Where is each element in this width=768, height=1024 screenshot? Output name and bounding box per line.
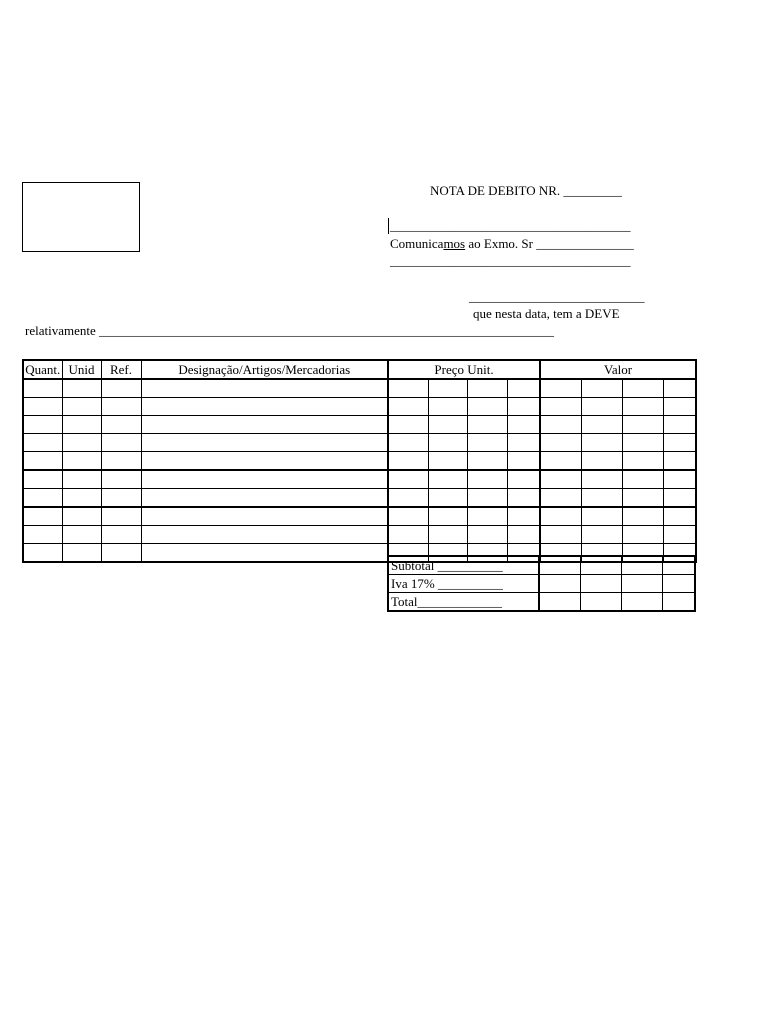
iva-label: Iva 17% __________ xyxy=(388,575,539,593)
table-cell[interactable] xyxy=(23,507,62,526)
table-cell[interactable] xyxy=(622,470,663,489)
table-cell[interactable] xyxy=(663,507,696,526)
table-cell[interactable] xyxy=(428,434,467,452)
table-cell[interactable] xyxy=(428,398,467,416)
table-cell[interactable] xyxy=(23,470,62,489)
table-cell[interactable] xyxy=(507,470,540,489)
table-cell[interactable] xyxy=(507,452,540,471)
recipient-prefix: Comunica xyxy=(390,236,444,251)
table-cell[interactable] xyxy=(467,452,507,471)
table-cell[interactable] xyxy=(581,526,622,544)
table-cell[interactable] xyxy=(388,398,428,416)
table-cell[interactable] xyxy=(467,489,507,508)
table-cell[interactable] xyxy=(388,470,428,489)
table-cell[interactable] xyxy=(663,526,696,544)
table-cell[interactable] xyxy=(467,434,507,452)
table-cell[interactable] xyxy=(467,398,507,416)
table-cell[interactable] xyxy=(141,398,388,416)
document-title: NOTA DE DEBITO NR. _________ xyxy=(430,183,622,198)
header-unid: Unid xyxy=(62,360,101,379)
table-cell[interactable] xyxy=(540,452,581,471)
table-cell[interactable] xyxy=(141,489,388,508)
table-cell[interactable] xyxy=(141,544,388,563)
table-cell[interactable] xyxy=(581,470,622,489)
table-cell[interactable] xyxy=(622,379,663,398)
table-cell[interactable] xyxy=(467,526,507,544)
total-row xyxy=(388,593,695,612)
address-line-3[interactable]: _____________________________________ xyxy=(390,253,631,268)
table-cell[interactable] xyxy=(507,416,540,434)
relativamente-line[interactable]: relativamente ______________________________________________________________________ xyxy=(25,323,554,338)
table-cell[interactable] xyxy=(23,489,62,508)
table-cell[interactable] xyxy=(62,416,101,434)
table-cell[interactable] xyxy=(581,507,622,526)
table-cell[interactable] xyxy=(540,507,581,526)
table-cell[interactable] xyxy=(663,398,696,416)
table-cell[interactable] xyxy=(101,416,141,434)
table-cell[interactable] xyxy=(62,398,101,416)
iva-cell[interactable] xyxy=(621,575,662,593)
iva-cell[interactable] xyxy=(580,575,621,593)
table-cell[interactable] xyxy=(23,379,62,398)
items-table xyxy=(22,359,697,563)
table-cell[interactable] xyxy=(540,489,581,508)
table-row xyxy=(23,379,696,398)
table-cell[interactable] xyxy=(467,416,507,434)
table-cell[interactable] xyxy=(62,379,101,398)
header-designacao: Designação/Artigos/Mercadorias xyxy=(141,360,388,379)
table-cell[interactable] xyxy=(467,379,507,398)
address-line-1[interactable]: _____________________________________ xyxy=(390,218,631,233)
subtotal-cell[interactable] xyxy=(580,556,621,575)
table-cell[interactable] xyxy=(101,507,141,526)
table-cell[interactable] xyxy=(581,489,622,508)
table-cell[interactable] xyxy=(663,416,696,434)
table-cell[interactable] xyxy=(663,434,696,452)
table-cell[interactable] xyxy=(141,507,388,526)
table-cell[interactable] xyxy=(507,526,540,544)
table-cell[interactable] xyxy=(622,416,663,434)
table-cell[interactable] xyxy=(388,416,428,434)
table-cell[interactable] xyxy=(507,489,540,508)
table-cell[interactable] xyxy=(141,526,388,544)
recipient-suffix: ao Exmo. Sr _______________ xyxy=(465,236,634,251)
table-cell[interactable] xyxy=(622,489,663,508)
table-row xyxy=(23,398,696,416)
total-label: Total_____________ xyxy=(388,593,539,612)
deve-statement: que nesta data, tem a DEVE xyxy=(473,306,620,321)
total-cell[interactable] xyxy=(621,593,662,612)
table-row xyxy=(23,416,696,434)
table-cell[interactable] xyxy=(581,379,622,398)
table-cell[interactable] xyxy=(23,398,62,416)
table-cell[interactable] xyxy=(101,379,141,398)
recipient-mos: mos xyxy=(443,236,466,251)
totals-table xyxy=(387,555,696,612)
table-cell[interactable] xyxy=(101,434,141,452)
table-cell[interactable] xyxy=(663,489,696,508)
table-cell[interactable] xyxy=(581,416,622,434)
table-cell[interactable] xyxy=(467,470,507,489)
header-preco-unit: Preço Unit. xyxy=(388,360,540,379)
table-cell[interactable] xyxy=(388,507,428,526)
table-cell[interactable] xyxy=(428,470,467,489)
table-cell[interactable] xyxy=(507,507,540,526)
table-cell[interactable] xyxy=(62,507,101,526)
table-cell[interactable] xyxy=(62,434,101,452)
table-cell[interactable] xyxy=(581,434,622,452)
table-cell[interactable] xyxy=(141,470,388,489)
table-cell[interactable] xyxy=(141,379,388,398)
total-cell[interactable] xyxy=(539,593,580,612)
table-cell[interactable] xyxy=(101,526,141,544)
table-cell[interactable] xyxy=(101,489,141,508)
table-cell[interactable] xyxy=(141,452,388,471)
table-cell[interactable] xyxy=(23,452,62,471)
table-row xyxy=(23,489,696,508)
table-cell[interactable] xyxy=(622,452,663,471)
table-cell[interactable] xyxy=(101,452,141,471)
table-cell[interactable] xyxy=(62,489,101,508)
table-cell[interactable] xyxy=(101,398,141,416)
table-cell[interactable] xyxy=(622,434,663,452)
table-row xyxy=(23,452,696,471)
table-cell[interactable] xyxy=(663,379,696,398)
table-cell[interactable] xyxy=(581,398,622,416)
table-cell[interactable] xyxy=(581,452,622,471)
subtotal-cell[interactable] xyxy=(662,556,695,575)
table-row xyxy=(23,470,696,489)
header-ref: Ref. xyxy=(101,360,141,379)
table-cell[interactable] xyxy=(428,416,467,434)
table-row xyxy=(23,434,696,452)
iva-row xyxy=(388,575,695,593)
table-cell[interactable] xyxy=(101,470,141,489)
subtotal-cell[interactable] xyxy=(621,556,662,575)
table-cell[interactable] xyxy=(540,379,581,398)
subtotal-label: Subtotal __________ xyxy=(388,556,539,575)
logo-box xyxy=(22,182,140,252)
table-cell[interactable] xyxy=(62,452,101,471)
table-cell[interactable] xyxy=(540,470,581,489)
table-cell[interactable] xyxy=(540,398,581,416)
table-header-row xyxy=(23,360,696,379)
table-cell[interactable] xyxy=(507,434,540,452)
table-cell[interactable] xyxy=(23,526,62,544)
table-cell[interactable] xyxy=(467,507,507,526)
table-cell[interactable] xyxy=(622,507,663,526)
iva-cell[interactable] xyxy=(539,575,580,593)
iva-cell[interactable] xyxy=(662,575,695,593)
total-cell[interactable] xyxy=(662,593,695,612)
table-cell[interactable] xyxy=(428,526,467,544)
table-row xyxy=(23,507,696,526)
table-cell[interactable] xyxy=(62,526,101,544)
table-cell[interactable] xyxy=(428,452,467,471)
text-cursor xyxy=(388,218,389,234)
header-quant: Quant. xyxy=(23,360,62,379)
table-cell[interactable] xyxy=(62,470,101,489)
table-cell[interactable] xyxy=(663,452,696,471)
table-cell[interactable] xyxy=(388,379,428,398)
table-cell[interactable] xyxy=(622,398,663,416)
table-cell[interactable] xyxy=(388,489,428,508)
table-cell[interactable] xyxy=(141,434,388,452)
table-cell[interactable] xyxy=(388,434,428,452)
table-cell[interactable] xyxy=(507,398,540,416)
subtotal-cell[interactable] xyxy=(539,556,580,575)
table-cell[interactable] xyxy=(507,379,540,398)
total-cell[interactable] xyxy=(580,593,621,612)
table-cell[interactable] xyxy=(428,379,467,398)
table-cell[interactable] xyxy=(23,434,62,452)
recipient-line[interactable] xyxy=(390,236,634,252)
table-cell[interactable] xyxy=(540,434,581,452)
table-cell[interactable] xyxy=(101,544,141,563)
table-cell[interactable] xyxy=(388,452,428,471)
header-valor: Valor xyxy=(540,360,696,379)
table-cell[interactable] xyxy=(428,489,467,508)
table-cell[interactable] xyxy=(62,544,101,563)
table-cell[interactable] xyxy=(540,416,581,434)
subtotal-row xyxy=(388,556,695,575)
table-cell[interactable] xyxy=(141,416,388,434)
table-row xyxy=(23,526,696,544)
table-cell[interactable] xyxy=(622,526,663,544)
table-cell[interactable] xyxy=(23,416,62,434)
table-cell[interactable] xyxy=(428,507,467,526)
table-cell[interactable] xyxy=(540,526,581,544)
table-cell[interactable] xyxy=(663,470,696,489)
table-cell[interactable] xyxy=(23,544,62,563)
table-cell[interactable] xyxy=(388,526,428,544)
address-line-4[interactable]: ___________________________ xyxy=(469,289,645,304)
